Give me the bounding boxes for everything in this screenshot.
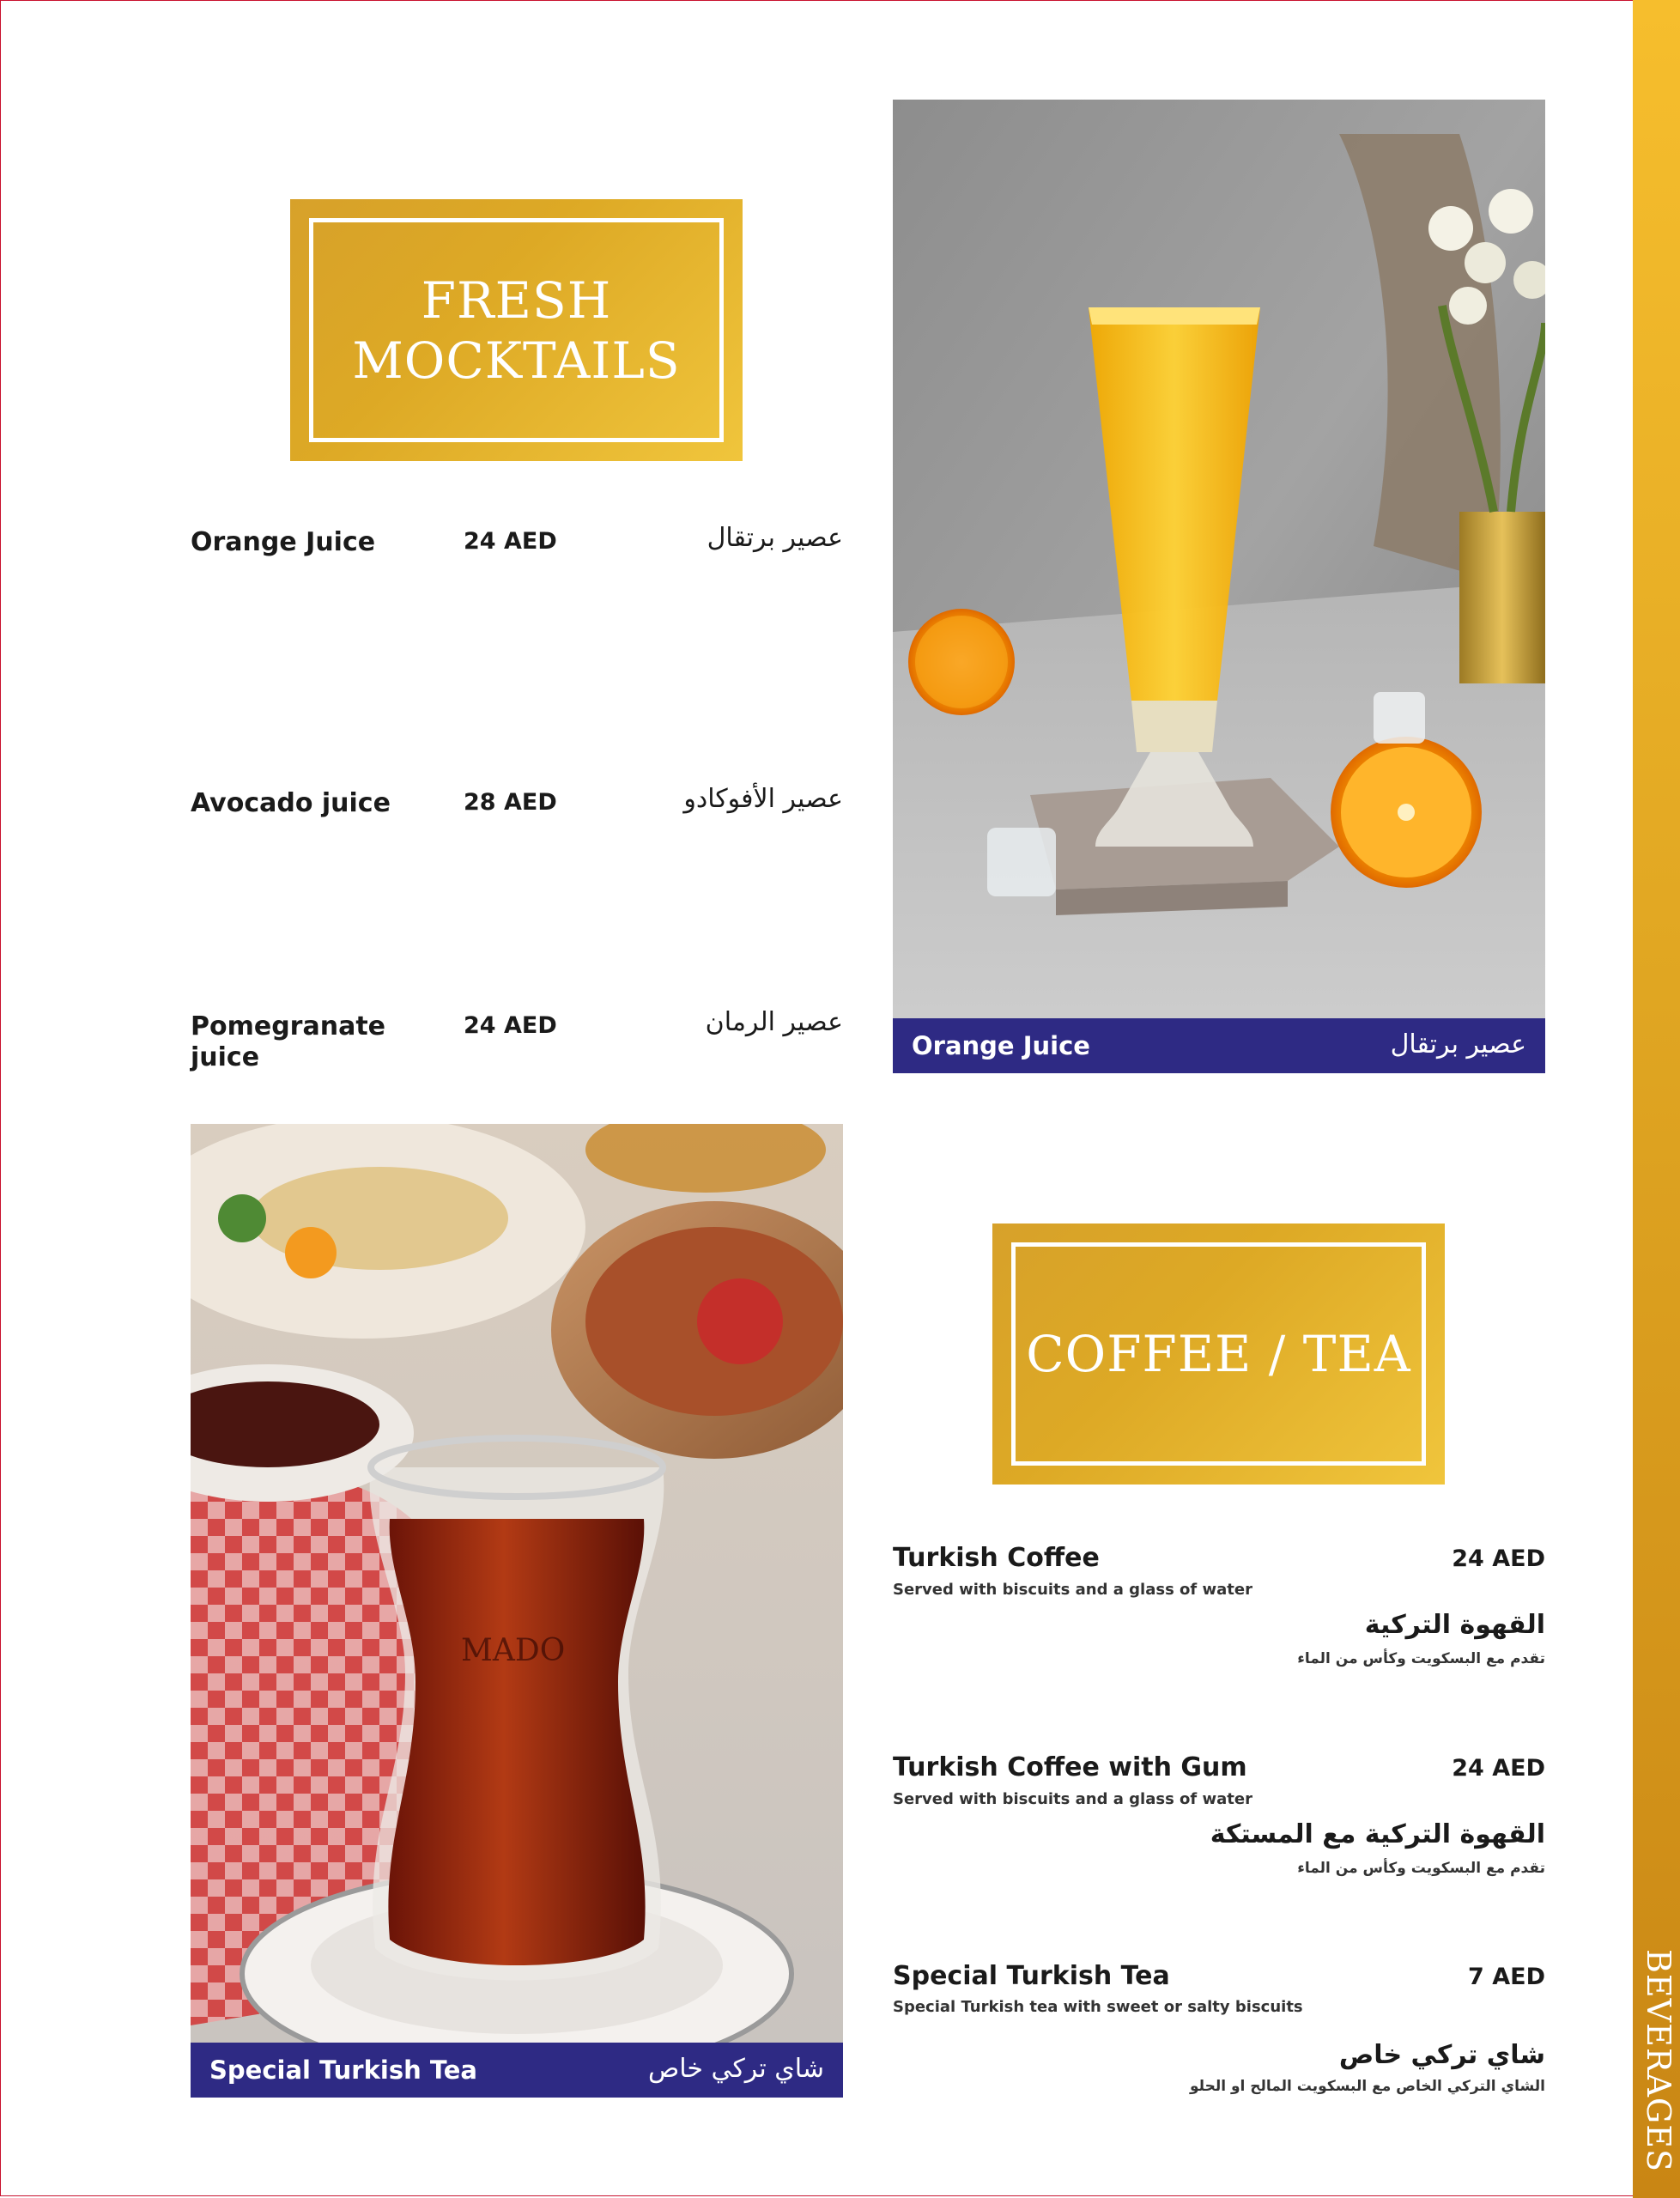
glass-brand-mark: MADO: [461, 1633, 566, 1668]
menu-item-price: 24 AED: [1452, 1545, 1545, 1572]
menu-item-name-arabic: عصير الرمان: [705, 1007, 843, 1037]
photo-caption-arabic: عصير برتقال: [1390, 1029, 1526, 1060]
menu-item-name: Orange Juice: [191, 527, 376, 557]
menu-item-description: Served with biscuits and a glass of water: [893, 1790, 1252, 1808]
menu-item-description-arabic: تقدم مع البسكويت وكأس من الماء: [1297, 1860, 1545, 1877]
orange-juice-illustration: [893, 100, 1545, 1073]
photo-caption-bar: [893, 1018, 1545, 1073]
menu-item-name: Special Turkish Tea: [893, 1961, 1170, 1991]
menu-item-price: 24 AED: [464, 1012, 557, 1039]
menu-item-description-arabic: تقدم مع البسكويت وكأس من الماء: [1297, 1650, 1545, 1667]
section-title: FRESH MOCKTAILS: [352, 270, 681, 390]
photo-caption-bar: [191, 2043, 843, 2098]
photo-caption: Special Turkish Tea: [209, 2055, 477, 2085]
menu-item-name-arabic: القهوة التركية: [1364, 1610, 1545, 1640]
menu-item-name: Pomegranate juice: [191, 1011, 386, 1072]
fresh-mocktails-title-box: [290, 199, 743, 461]
menu-item-name: Avocado juice: [191, 788, 391, 818]
menu-item-price: 24 AED: [1452, 1755, 1545, 1782]
menu-item-name-arabic: القهوة التركية مع المستكة: [1210, 1819, 1545, 1849]
photo-caption-arabic: شاي تركي خاص: [648, 2054, 824, 2084]
menu-item-name-arabic: عصير برتقال: [707, 523, 843, 553]
section-side-label: BEVERAGES: [1640, 1949, 1677, 2173]
photo-caption: Orange Juice: [912, 1031, 1090, 1060]
menu-item-price: 28 AED: [464, 789, 557, 816]
menu-item-name: Turkish Coffee with Gum: [893, 1752, 1247, 1782]
title-frame: [1011, 1242, 1426, 1466]
turkish-tea-illustration: [191, 1124, 843, 2098]
menu-item-description-arabic: الشاي التركي الخاص مع البسكويت المالح او الحلو: [1189, 2078, 1545, 2095]
menu-item-price: 7 AED: [1468, 1964, 1545, 1990]
menu-item-name: Turkish Coffee: [893, 1543, 1100, 1573]
coffee-tea-title-box: [992, 1223, 1445, 1485]
menu-item-price: 24 AED: [464, 528, 557, 555]
orange-juice-photo: [893, 100, 1545, 1073]
menu-item-description: Served with biscuits and a glass of water: [893, 1581, 1252, 1599]
menu-item-description: Special Turkish tea with sweet or salty biscuits: [893, 1998, 1303, 2016]
menu-item-name-arabic: شاي تركي خاص: [1338, 2040, 1545, 2070]
section-title: COFFEE / TEA: [1026, 1325, 1411, 1383]
turkish-tea-photo: [191, 1124, 843, 2098]
side-accent-strip: [1633, 0, 1680, 2198]
menu-item-name-arabic: عصير الأفوكادو: [683, 784, 843, 814]
title-frame: [309, 218, 724, 442]
